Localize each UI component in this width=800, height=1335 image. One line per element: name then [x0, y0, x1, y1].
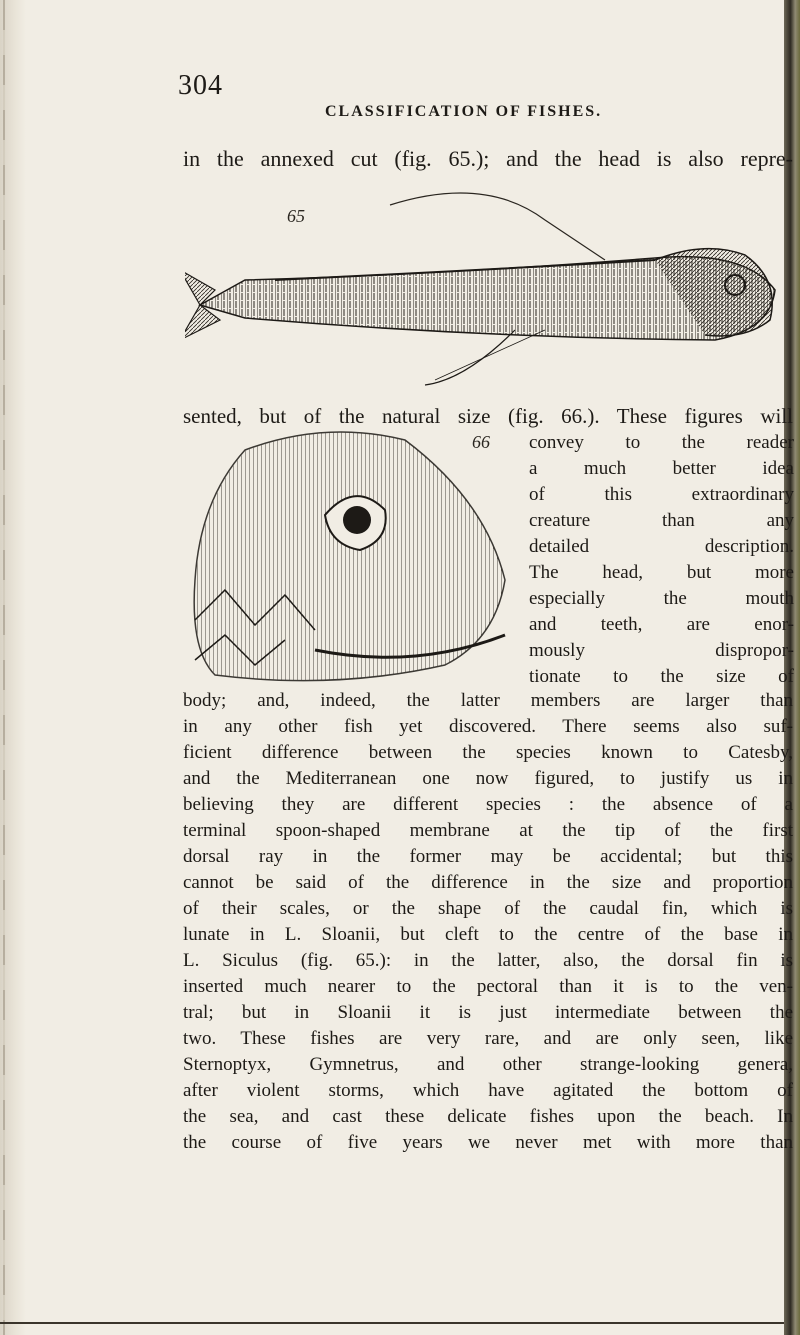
text-line: convey to the reader — [529, 432, 794, 453]
figure-66-fish-head-illustration — [185, 420, 525, 695]
text-line: of this extraordinary — [529, 484, 794, 505]
page-number: 304 — [178, 70, 223, 101]
running-head: CLASSIFICATION OF FISHES. — [325, 103, 603, 120]
text-line: cannot be said of the difference in the size and proportion — [183, 872, 793, 893]
figure-65-fish-illustration — [185, 180, 785, 390]
text-line: mously dispropor- — [529, 640, 794, 661]
text-line: two. These fishes are very rare, and are only seen, like — [183, 1028, 793, 1049]
text-line: lunate in L. Sloanii, but cleft to the centre of the base in — [183, 924, 793, 945]
text-line: The head, but more — [529, 562, 794, 583]
text-line: the sea, and cast these delicate fishes upon the beach. In — [183, 1106, 793, 1127]
text-line: and the Mediterranean one now figured, to justify us in — [183, 768, 793, 789]
text-line: tral; but in Sloanii it is just intermediate between the — [183, 1002, 793, 1023]
text-line: in the annexed cut (fig. 65.); and the head is also repre- — [183, 146, 793, 171]
text-line: creature than any — [529, 510, 794, 531]
text-line: terminal spoon-shaped membrane at the tip of the first — [183, 820, 793, 841]
figure-66-label: 66 — [472, 432, 490, 452]
text-line: body; and, indeed, the latter members are larger than — [183, 690, 793, 711]
page-bottom-rule — [0, 1322, 784, 1324]
text-line: inserted much nearer to the pectoral than it is to the ven- — [183, 976, 793, 997]
text-line: sented, but of the natural size (fig. 66.). These figures will — [183, 404, 793, 428]
text-line: tionate to the size of — [529, 666, 794, 687]
text-line: L. Siculus (fig. 65.): in the latter, also, the dorsal fin is — [183, 950, 793, 971]
text-line: in any other fish yet discovered. There seems also suf- — [183, 716, 793, 737]
text-line: Sternoptyx, Gymnetrus, and other strange-looking genera, — [183, 1054, 793, 1075]
text-line: the course of five years we never met with more than — [183, 1132, 793, 1153]
text-line: dorsal ray in the former may be accidental; but this — [183, 846, 793, 867]
text-line: after violent storms, which have agitated the bottom of — [183, 1080, 793, 1101]
text-line: and teeth, are enor- — [529, 614, 794, 635]
text-line: ficient difference between the species known to Catesby, — [183, 742, 793, 763]
text-line: detailed description. — [529, 536, 794, 557]
text-line: a much better idea — [529, 458, 794, 479]
text-line: of their scales, or the shape of the caudal fin, which is — [183, 898, 793, 919]
text-line: believing they are different species : the absence of a — [183, 794, 793, 815]
figure-65-label: 65 — [287, 206, 305, 226]
page-gutter-left — [0, 0, 26, 1335]
text-line: especially the mouth — [529, 588, 794, 609]
